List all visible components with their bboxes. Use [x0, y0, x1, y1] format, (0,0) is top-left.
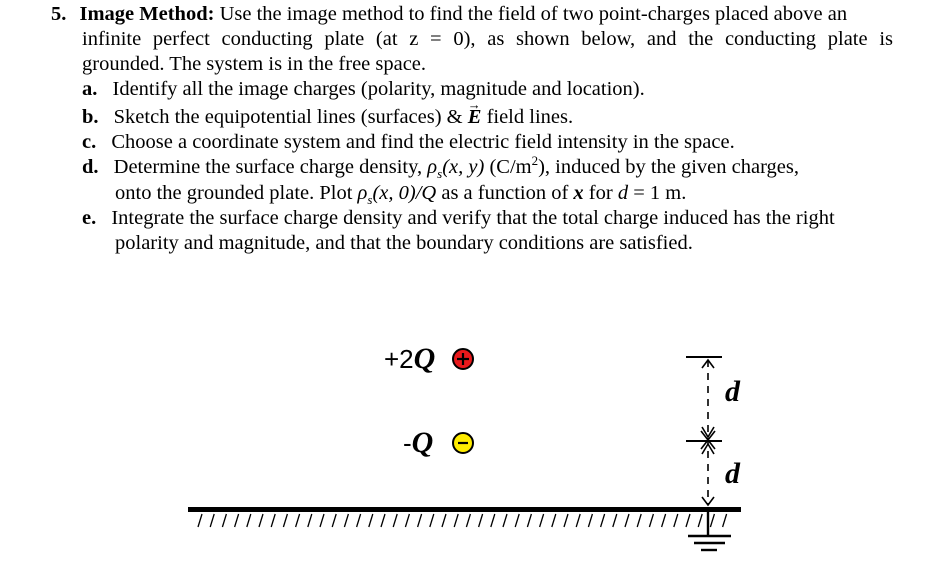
dimension-label-top: d [725, 375, 740, 408]
hatch-mark [637, 514, 641, 527]
charge-bottom-symbol: Q [411, 426, 434, 459]
unit-post: ), induced by the given charges, [538, 156, 800, 178]
item-text: Integrate the surface charge density and verify that the total charge induced has the right [111, 207, 835, 229]
hatch-mark [210, 514, 214, 527]
rho-args: (x, y) [442, 156, 485, 178]
intro-line-1: Use the image method to find the field of two point-charges placed above an [219, 3, 848, 25]
hatch-mark [503, 514, 507, 527]
item-text: onto the grounded plate. Plot [115, 182, 358, 204]
positive-charge-icon [453, 349, 473, 369]
unit-sup: 2 [531, 153, 539, 169]
hatch-mark [588, 514, 592, 527]
hatch-mark [235, 514, 239, 527]
item-letter: e. [82, 207, 97, 229]
hatch-mark [613, 514, 617, 527]
item-letter: d. [82, 156, 99, 178]
item-text-post: field lines. [481, 106, 574, 128]
hatch-mark [552, 514, 556, 527]
hatch-mark [222, 514, 226, 527]
hatch-mark [710, 514, 714, 527]
hatch-mark [332, 514, 336, 527]
hatch-mark [479, 514, 483, 527]
hatch-mark [247, 514, 251, 527]
charge-top-symbol: Q [413, 342, 436, 375]
hatch-mark [674, 514, 678, 527]
charge-bottom-value: - [403, 428, 412, 458]
intro-line-3: grounded. The system is in the free space. [82, 53, 427, 75]
conducting-plate [188, 507, 741, 527]
hatch-mark [625, 514, 629, 527]
charge-top-value: +2 [384, 344, 414, 374]
rho-symbol: ρ [357, 182, 368, 204]
charge-bottom-label [403, 426, 433, 460]
rho-subscript: s [437, 166, 443, 182]
intro-line-2: infinite perfect conducting plate (at z = 0), as shown below, and the conducting plate is [82, 28, 893, 50]
hatch-mark [662, 514, 666, 527]
e-vector-symbol: → E [468, 105, 482, 130]
dimension-markers [686, 357, 722, 505]
hatch-mark [491, 514, 495, 527]
hatch-mark [381, 514, 385, 527]
hatch-mark [308, 514, 312, 527]
hatch-mark [259, 514, 263, 527]
hatch-mark [405, 514, 409, 527]
hatch-mark [723, 514, 727, 527]
hatch-mark [466, 514, 470, 527]
hatch-mark [649, 514, 653, 527]
hatch-mark [393, 514, 397, 527]
hatch-mark [198, 514, 202, 527]
ground-icon [688, 507, 731, 550]
item-letter: b. [82, 106, 99, 128]
item-text: for [583, 182, 618, 204]
hatch-mark [369, 514, 373, 527]
hatch-mark [296, 514, 300, 527]
hatch-mark [698, 514, 702, 527]
hatch-mark [442, 514, 446, 527]
item-text: Identify all the image charges (polarity, magnitude and location). [112, 78, 645, 100]
item-text: = 1 m. [628, 182, 687, 204]
hatch-mark [418, 514, 422, 527]
x-variable: x [573, 182, 584, 204]
hatch-mark [271, 514, 275, 527]
hatch-mark [515, 514, 519, 527]
hatch-mark [430, 514, 434, 527]
charge-top-label [384, 342, 435, 376]
unit-pre: (C/m [484, 156, 532, 178]
d-variable: d [617, 182, 629, 204]
item-letter: a. [82, 78, 98, 100]
hatch-mark [686, 514, 690, 527]
hatch-mark [283, 514, 287, 527]
item-text-pre: Determine the surface charge density, [113, 156, 428, 178]
hatch-mark [357, 514, 361, 527]
hatch-mark [540, 514, 544, 527]
rho-symbol: ρ [427, 156, 438, 178]
negative-charge-icon [453, 433, 473, 453]
item-text-pre: Sketch the equipotential lines (surfaces) & [113, 106, 468, 128]
hatch-mark [576, 514, 580, 527]
item-text: Choose a coordinate system and find the electric field intensity in the space. [111, 131, 735, 153]
hatch-mark [564, 514, 568, 527]
problem-title: Image Method: [79, 3, 215, 25]
hatch-mark [454, 514, 458, 527]
rho-args: (x, 0)/Q [372, 182, 437, 204]
hatch-mark [344, 514, 348, 527]
item-text: as a function of [436, 182, 574, 204]
dimension-label-bottom: d [725, 457, 740, 490]
hatch-mark [527, 514, 531, 527]
item-letter: c. [82, 131, 97, 153]
hatch-mark [601, 514, 605, 527]
rho-subscript: s [367, 192, 373, 208]
hatch-mark [320, 514, 324, 527]
problem-number: 5. [51, 3, 67, 25]
item-e-line2: polarity and magnitude, and that the boundary conditions are satisfied. [115, 232, 693, 254]
